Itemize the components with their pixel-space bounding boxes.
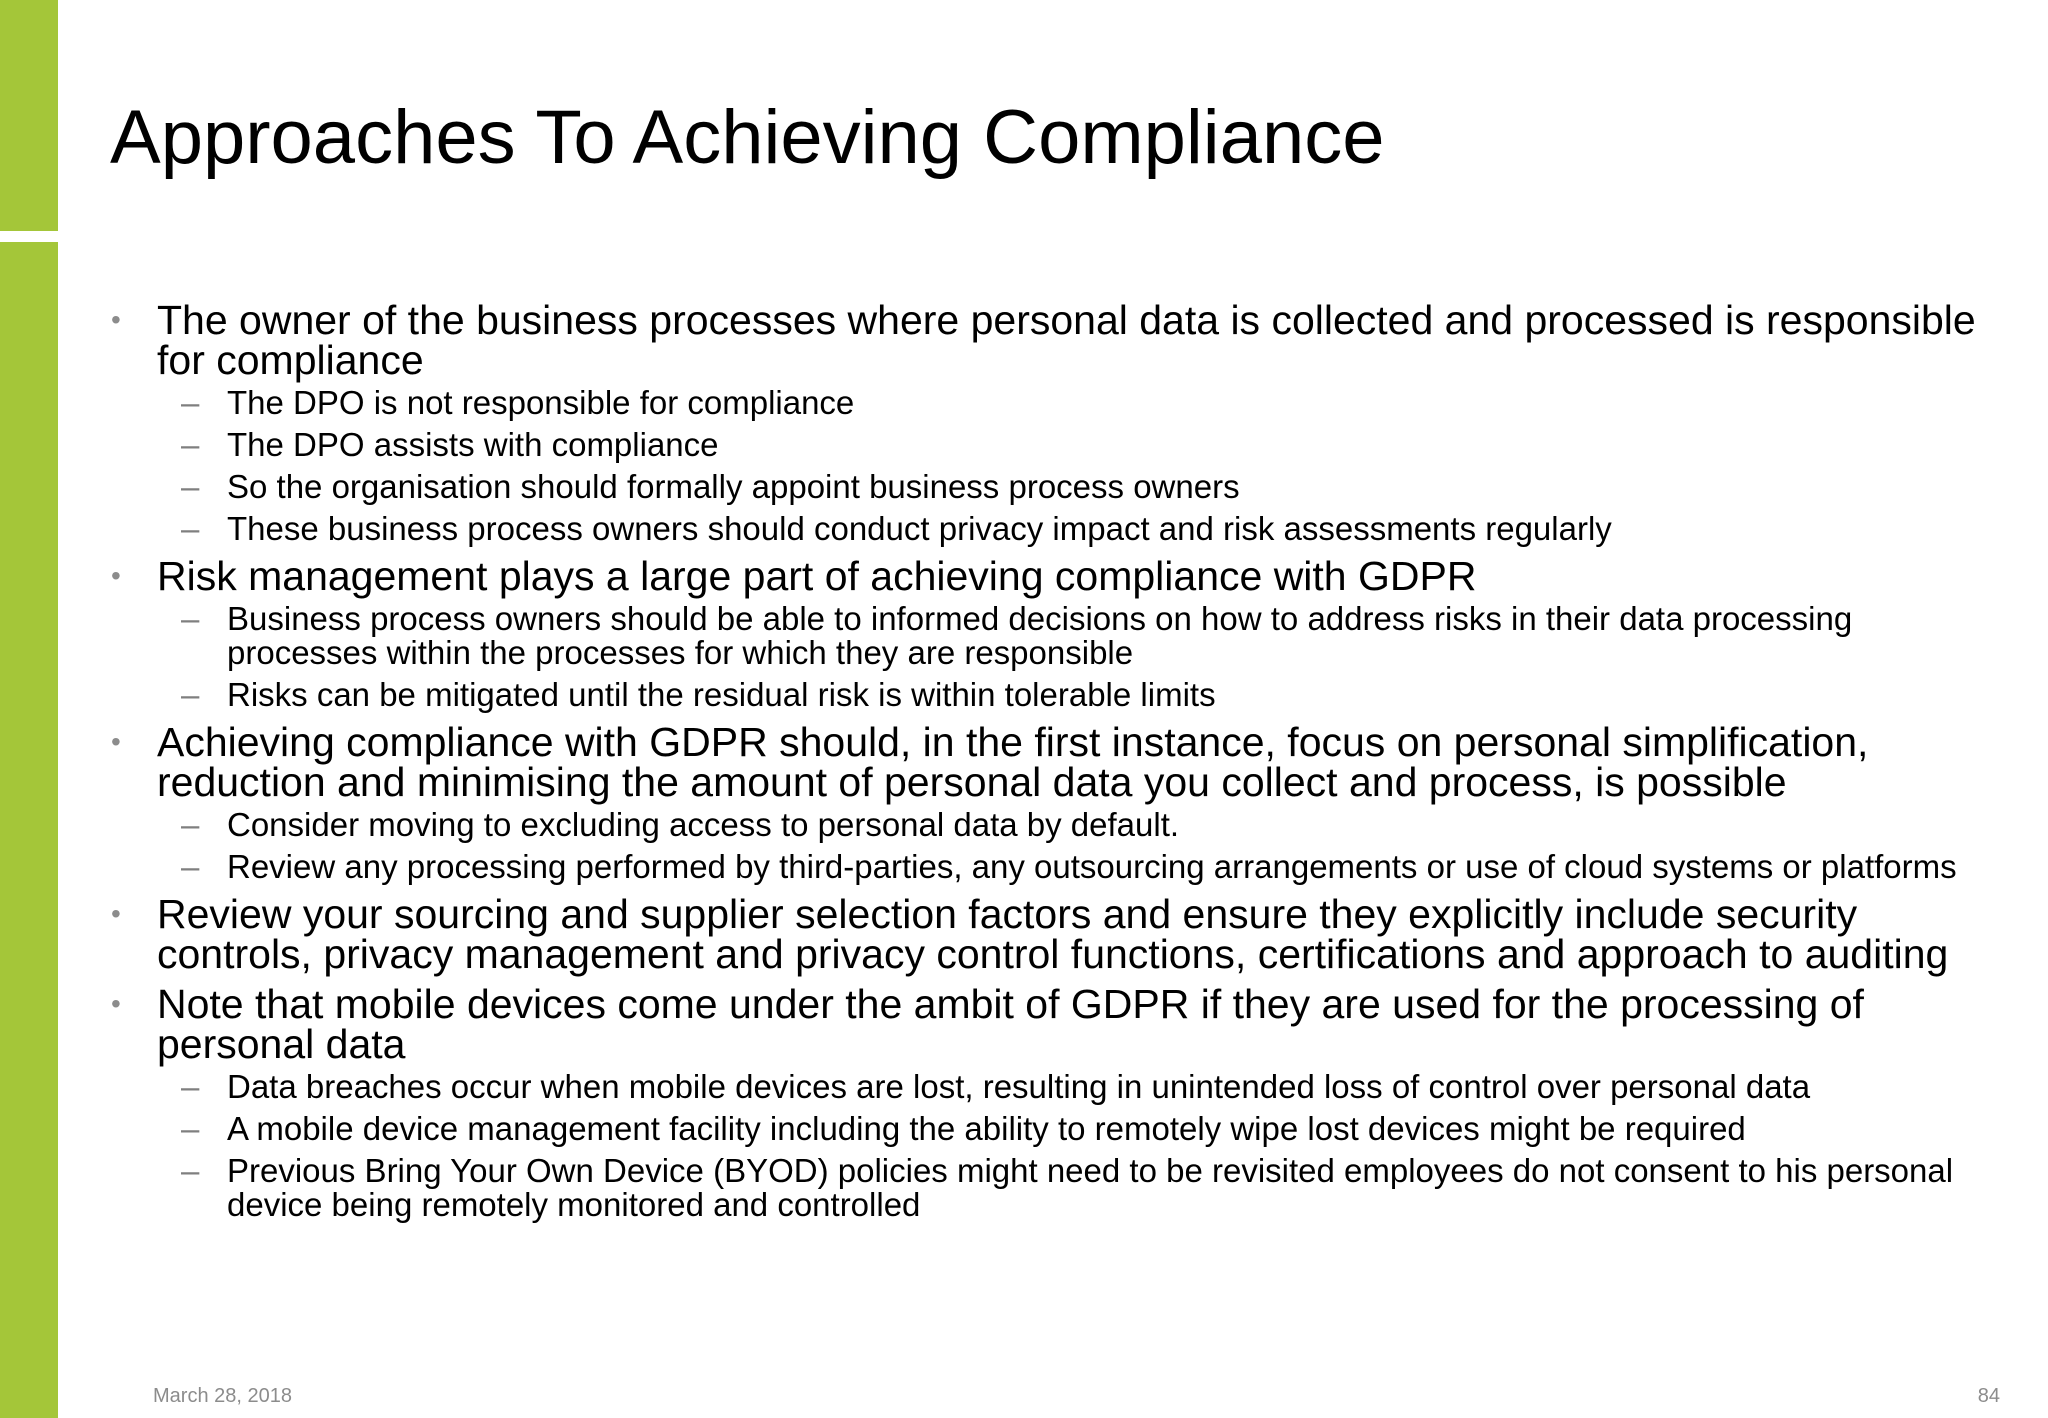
sub-text: Review any processing performed by third-parties, any outsourcing arrangements or use of cloud systems or platforms [227, 848, 1957, 885]
sub-item [157, 1070, 1990, 1104]
sub-text: Previous Bring Your Own Device (BYOD) policies might need to be revisited employees do not consent to his personal device being remotely monitored and controlled [227, 1152, 1954, 1223]
bullet-dot-icon: • [111, 560, 121, 591]
dash-icon: – [181, 1152, 200, 1189]
bullet-dot-icon: • [111, 898, 121, 929]
sub-item [157, 470, 1990, 504]
bullet-text: Review your sourcing and supplier selection factors and ensure they explicitly include security controls, privacy management and privacy control functions, certifications and approach to auditing [157, 891, 1949, 977]
dash-icon: – [181, 806, 200, 843]
accent-bar-top [0, 0, 58, 231]
bullet-text: Achieving compliance with GDPR should, in the first instance, focus on personal simplification, reduction and minimising the amount of personal data you collect and process, is possible [157, 719, 1869, 805]
sub-text: Consider moving to excluding access to personal data by default. [227, 806, 1180, 843]
bullet-text: The owner of the business processes where personal data is collected and processed is responsible for compliance [157, 297, 1976, 383]
dash-icon: – [181, 1068, 200, 1105]
bullet-text: Risk management plays a large part of achieving compliance with GDPR [157, 553, 1477, 599]
dash-icon: – [181, 510, 200, 547]
dash-icon: – [181, 1110, 200, 1147]
bullet-item [110, 719, 1990, 885]
footer-date: March 28, 2018 [153, 1385, 292, 1407]
bullet-dot-icon: • [111, 988, 121, 1019]
dash-icon: – [181, 676, 200, 713]
sub-item [157, 428, 1990, 462]
sub-list [157, 808, 1990, 884]
bullet-list [110, 297, 1990, 1232]
bullet-item [110, 891, 1990, 977]
accent-bar-bottom [0, 242, 58, 1418]
sub-text: The DPO is not responsible for compliance [227, 384, 855, 421]
bullet-text: Note that mobile devices come under the ambit of GDPR if they are used for the processing of personal data [157, 981, 1864, 1067]
sub-item [157, 1154, 1990, 1222]
sub-text: Data breaches occur when mobile devices are lost, resulting in unintended loss of control over personal data [227, 1068, 1811, 1105]
page-number: 84 [1977, 1385, 2000, 1407]
sub-item [157, 808, 1990, 842]
bullet-dot-icon: • [111, 304, 121, 335]
dash-icon: – [181, 848, 200, 885]
sub-item [157, 602, 1990, 670]
sub-text: Risks can be mitigated until the residual risk is within tolerable limits [227, 676, 1216, 713]
bullet-dot-icon: • [111, 726, 121, 757]
dash-icon: – [181, 384, 200, 421]
bullet-item [110, 297, 1990, 547]
sub-text: So the organisation should formally appoint business process owners [227, 468, 1240, 505]
sub-item [157, 678, 1990, 712]
sub-text: The DPO assists with compliance [227, 426, 719, 463]
sub-list [157, 386, 1990, 546]
slide-title: Approaches To Achieving Compliance [110, 95, 1385, 180]
dash-icon: – [181, 468, 200, 505]
sub-list [157, 602, 1990, 712]
sub-list [157, 1070, 1990, 1222]
sub-text: These business process owners should conduct privacy impact and risk assessments regularly [227, 510, 1612, 547]
sub-item [157, 850, 1990, 884]
bullet-item [110, 553, 1990, 713]
dash-icon: – [181, 426, 200, 463]
sub-item [157, 1112, 1990, 1146]
sub-text: A mobile device management facility including the ability to remotely wipe lost devices might be required [227, 1110, 1746, 1147]
bullet-item [110, 981, 1990, 1223]
sub-text: Business process owners should be able to informed decisions on how to address risks in their data processing processes within the processes for which they are responsible [227, 600, 1853, 671]
dash-icon: – [181, 600, 200, 637]
sub-item [157, 512, 1990, 546]
sub-item [157, 386, 1990, 420]
